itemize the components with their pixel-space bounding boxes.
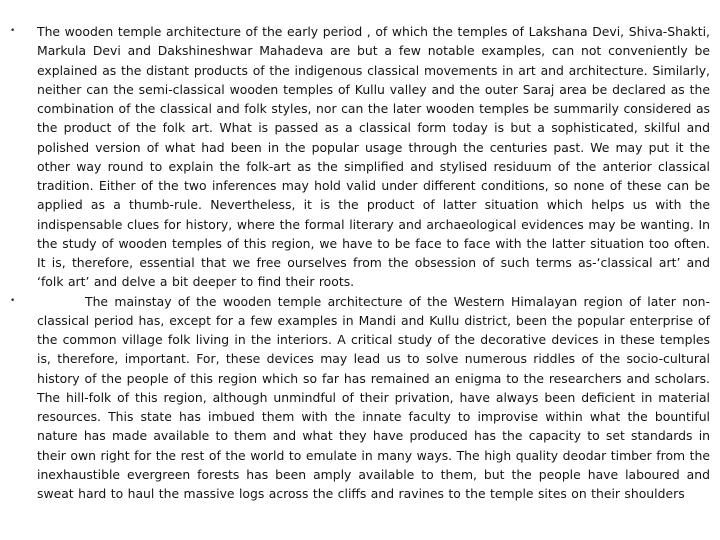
list-item-paragraph-2 [10,292,710,504]
bullet-icon: • [10,26,16,36]
list-item-paragraph-1 [10,22,710,292]
bullet-list [10,22,710,503]
paragraph-2-text: The mainstay of the wooden temple architecture of the Western Himalayan region of later non-classical period has, except for a few examples in Mandi and Kullu district, been the popular enterprise of the common village folk living in the interiors. A critical study of the decorative devices in these temples is, therefore, important. For, these devices may lead us to solve numerous riddles of the socio-cultural history of the people of this region which so far has remained an enigma to the researchers and scholars. The hill-folk of this region, although unmindful of their privation, have always been deficient in material resources. This state has imbued them with the innate faculty to improvise within what the bountiful nature has made available to them and what they have produced has the capacity to set standards in their own right for the rest of the world to emulate in many ways. The high quality deodar timber from the inexhaustible evergreen forests has been amply available to them, but the people have laboured and sweat hard to haul the massive logs across the cliffs and ravines to the temple sites on their shoulders [37,293,710,501]
paragraph-1-text: The wooden temple architecture of the early period , of which the temples of Lakshana Devi, Shiva-Shakti, Markula Devi and Dakshineshwar Mahadeva are but a few notable examples, can not conveniently be explained as the distant products of the indigenous classical movements in art and architecture. Similarly, neither can the semi-classical wooden temples of Kullu valley and the outer Saraj area be declared as the combination of the classical and folk styles, nor can the later wooden temples be summarily considered as the product of the folk art. What is passed as a classical form today is but a sophisticated, skilful and polished version of what had been in the popular usage through the centuries past. We may put it the other way round to explain the folk-art as the simplified and stylised residuum of the anterior classical tradition. Either of the two inferences may hold valid under different conditions, so none of these can be applied as a thumb-rule. Nevertheless, it is the product of latter situation which helps us with the indispensable clues for history, where the formal literary and archaeological evidences may be wanting. In the study of wooden temples of this region, we have to be face to face with the latter situation too often. It is, therefore, essential that we free ourselves from the obsession of such terms as-‘classical art’ and ‘folk art’ and delve a bit deeper to find their roots. [37,24,710,290]
bullet-icon: • [10,295,16,306]
